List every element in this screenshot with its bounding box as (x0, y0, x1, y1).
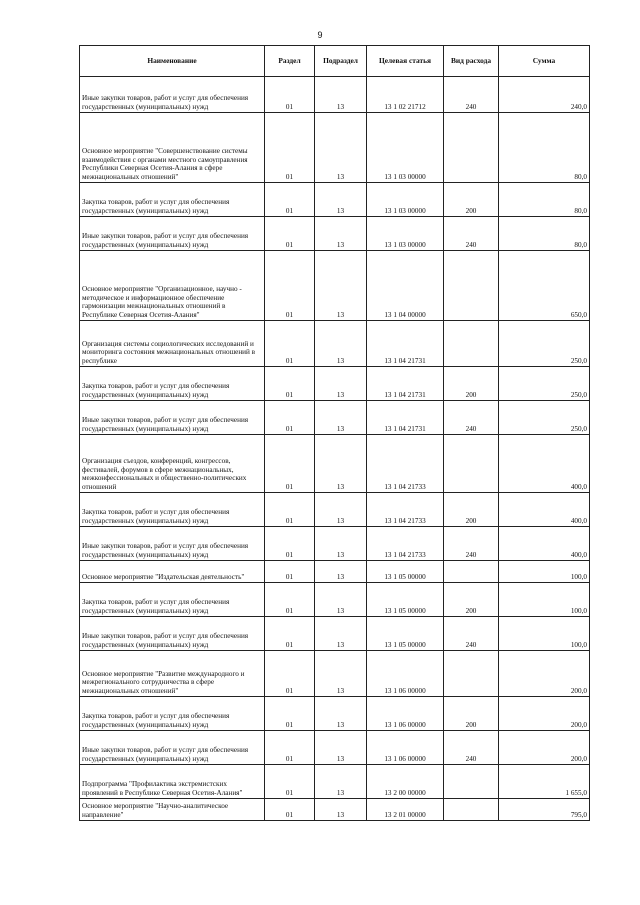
cell-razdel: 01 (265, 435, 315, 493)
cell-name: Закупка товаров, работ и услуг для обеспечения государственных (муниципальных) нужд (80, 183, 265, 217)
cell-name: Иные закупки товаров, работ и услуг для обеспечения государственных (муниципальных) нужд (80, 217, 265, 251)
cell-razdel: 01 (265, 401, 315, 435)
cell-name: Иные закупки товаров, работ и услуг для обеспечения государственных (муниципальных) нужд (80, 527, 265, 561)
page-number: 9 (317, 30, 323, 40)
cell-celevaya: 13 1 06 00000 (367, 651, 444, 697)
cell-podrazdel: 13 (315, 617, 367, 651)
table-body (80, 77, 590, 821)
cell-summa: 795,0 (499, 799, 590, 821)
cell-celevaya: 13 1 05 00000 (367, 583, 444, 617)
table-row (80, 113, 590, 183)
cell-razdel: 01 (265, 799, 315, 821)
table-row (80, 799, 590, 821)
table-row (80, 77, 590, 113)
cell-celevaya: 13 2 01 00000 (367, 799, 444, 821)
cell-name: Закупка товаров, работ и услуг для обеспечения государственных (муниципальных) нужд (80, 697, 265, 731)
cell-name: Иные закупки товаров, работ и услуг для обеспечения государственных (муниципальных) нужд (80, 617, 265, 651)
cell-vid: 240 (444, 401, 499, 435)
cell-summa: 80,0 (499, 217, 590, 251)
cell-razdel: 01 (265, 561, 315, 583)
cell-summa: 100,0 (499, 561, 590, 583)
cell-podrazdel: 13 (315, 799, 367, 821)
cell-razdel: 01 (265, 583, 315, 617)
cell-podrazdel: 13 (315, 493, 367, 527)
cell-vid (444, 251, 499, 321)
cell-vid: 240 (444, 217, 499, 251)
cell-vid: 200 (444, 583, 499, 617)
cell-podrazdel: 13 (315, 527, 367, 561)
cell-name: Закупка товаров, работ и услуг для обеспечения государственных (муниципальных) нужд (80, 583, 265, 617)
cell-name: Иные закупки товаров, работ и услуг для обеспечения государственных (муниципальных) нужд (80, 77, 265, 113)
cell-podrazdel: 13 (315, 321, 367, 367)
cell-celevaya: 13 1 05 00000 (367, 561, 444, 583)
cell-podrazdel: 13 (315, 113, 367, 183)
table-row (80, 527, 590, 561)
table-row (80, 617, 590, 651)
cell-vid (444, 799, 499, 821)
budget-table (79, 45, 590, 821)
cell-podrazdel: 13 (315, 77, 367, 113)
cell-razdel: 01 (265, 251, 315, 321)
cell-vid: 200 (444, 367, 499, 401)
cell-razdel: 01 (265, 321, 315, 367)
cell-celevaya: 13 1 04 21733 (367, 493, 444, 527)
cell-celevaya: 13 1 03 00000 (367, 183, 444, 217)
cell-summa: 200,0 (499, 731, 590, 765)
cell-vid (444, 651, 499, 697)
cell-podrazdel: 13 (315, 731, 367, 765)
cell-summa: 400,0 (499, 435, 590, 493)
cell-vid (444, 561, 499, 583)
cell-podrazdel: 13 (315, 183, 367, 217)
header-celevaya: Целевая статья (367, 46, 444, 77)
cell-razdel: 01 (265, 697, 315, 731)
cell-podrazdel: 13 (315, 401, 367, 435)
cell-celevaya: 13 1 05 00000 (367, 617, 444, 651)
cell-razdel: 01 (265, 765, 315, 799)
cell-razdel: 01 (265, 367, 315, 401)
cell-vid (444, 321, 499, 367)
cell-summa: 250,0 (499, 367, 590, 401)
cell-celevaya: 13 1 04 21733 (367, 435, 444, 493)
table-row (80, 321, 590, 367)
cell-vid (444, 435, 499, 493)
cell-vid: 200 (444, 697, 499, 731)
cell-summa: 400,0 (499, 527, 590, 561)
cell-celevaya: 13 1 04 21731 (367, 367, 444, 401)
cell-name: Иные закупки товаров, работ и услуг для обеспечения государственных (муниципальных) нужд (80, 731, 265, 765)
cell-celevaya: 13 1 03 00000 (367, 113, 444, 183)
table-row (80, 401, 590, 435)
table-row (80, 251, 590, 321)
cell-name: Подпрограмма "Профилактика экстремистских проявлений в Республике Северная Осетия-Алания" (80, 765, 265, 799)
header-vid: Вид расхода (444, 46, 499, 77)
table-row (80, 493, 590, 527)
table-row (80, 183, 590, 217)
cell-celevaya: 13 1 06 00000 (367, 731, 444, 765)
cell-name: Основное мероприятие "Организационное, научно - методическое и информационное обеспечение гармонизации межнациональных отношений в Республике Северная Осетия-Алания" (80, 251, 265, 321)
cell-summa: 250,0 (499, 321, 590, 367)
cell-name: Основное мероприятие "Научно-аналитическое направление" (80, 799, 265, 821)
cell-podrazdel: 13 (315, 217, 367, 251)
cell-summa: 100,0 (499, 583, 590, 617)
cell-name: Основное мероприятие "Развитие международного и межрегионального сотрудничества в сфере межнациональных отношений" (80, 651, 265, 697)
header-razdel: Раздел (265, 46, 315, 77)
header-name: Наименование (80, 46, 265, 77)
cell-vid: 240 (444, 527, 499, 561)
header-podrazdel: Подраздел (315, 46, 367, 77)
table-row (80, 697, 590, 731)
cell-summa: 100,0 (499, 617, 590, 651)
cell-name: Закупка товаров, работ и услуг для обеспечения государственных (муниципальных) нужд (80, 493, 265, 527)
cell-podrazdel: 13 (315, 561, 367, 583)
cell-celevaya: 13 1 06 00000 (367, 697, 444, 731)
cell-podrazdel: 13 (315, 583, 367, 617)
cell-summa: 240,0 (499, 77, 590, 113)
cell-summa: 250,0 (499, 401, 590, 435)
cell-summa: 400,0 (499, 493, 590, 527)
cell-vid: 240 (444, 731, 499, 765)
cell-name: Организация системы социологических исследований и мониторинга состояния межнациональных отношений в республике (80, 321, 265, 367)
cell-razdel: 01 (265, 493, 315, 527)
header-summa: Сумма (499, 46, 590, 77)
table-row (80, 651, 590, 697)
cell-podrazdel: 13 (315, 251, 367, 321)
table-row (80, 731, 590, 765)
cell-celevaya: 13 1 04 00000 (367, 251, 444, 321)
cell-razdel: 01 (265, 617, 315, 651)
cell-razdel: 01 (265, 183, 315, 217)
cell-celevaya: 13 1 02 21712 (367, 77, 444, 113)
cell-celevaya: 13 1 04 21731 (367, 401, 444, 435)
cell-summa: 200,0 (499, 697, 590, 731)
cell-name: Организация съездов, конференций, конгрессов, фестивалей, форумов в сфере межнациональных, межконфессиональных и общественно-политических отношений (80, 435, 265, 493)
table-row (80, 217, 590, 251)
cell-celevaya: 13 1 03 00000 (367, 217, 444, 251)
cell-name: Основное мероприятие "Издательская деятельность" (80, 561, 265, 583)
cell-vid: 200 (444, 493, 499, 527)
cell-podrazdel: 13 (315, 697, 367, 731)
cell-razdel: 01 (265, 77, 315, 113)
cell-razdel: 01 (265, 527, 315, 561)
table-row (80, 583, 590, 617)
cell-summa: 80,0 (499, 113, 590, 183)
cell-vid (444, 765, 499, 799)
cell-summa: 650,0 (499, 251, 590, 321)
cell-celevaya: 13 1 04 21731 (367, 321, 444, 367)
cell-name: Основное мероприятие "Совершенствование системы взаимодействия с органами местного самоуправления Республики Северная Осетия-Алания в сфере межнациональных отношений" (80, 113, 265, 183)
cell-razdel: 01 (265, 217, 315, 251)
cell-razdel: 01 (265, 651, 315, 697)
cell-summa: 80,0 (499, 183, 590, 217)
cell-razdel: 01 (265, 113, 315, 183)
cell-razdel: 01 (265, 731, 315, 765)
table-row (80, 765, 590, 799)
cell-vid: 240 (444, 617, 499, 651)
cell-name: Закупка товаров, работ и услуг для обеспечения государственных (муниципальных) нужд (80, 367, 265, 401)
cell-vid: 240 (444, 77, 499, 113)
cell-podrazdel: 13 (315, 651, 367, 697)
table-row (80, 367, 590, 401)
cell-summa: 1 655,0 (499, 765, 590, 799)
cell-celevaya: 13 2 00 00000 (367, 765, 444, 799)
cell-celevaya: 13 1 04 21733 (367, 527, 444, 561)
table-row (80, 561, 590, 583)
cell-vid: 200 (444, 183, 499, 217)
table-header-row (80, 46, 590, 77)
cell-podrazdel: 13 (315, 367, 367, 401)
cell-vid (444, 113, 499, 183)
table-row (80, 435, 590, 493)
cell-summa: 200,0 (499, 651, 590, 697)
cell-podrazdel: 13 (315, 435, 367, 493)
cell-podrazdel: 13 (315, 765, 367, 799)
cell-name: Иные закупки товаров, работ и услуг для обеспечения государственных (муниципальных) нужд (80, 401, 265, 435)
